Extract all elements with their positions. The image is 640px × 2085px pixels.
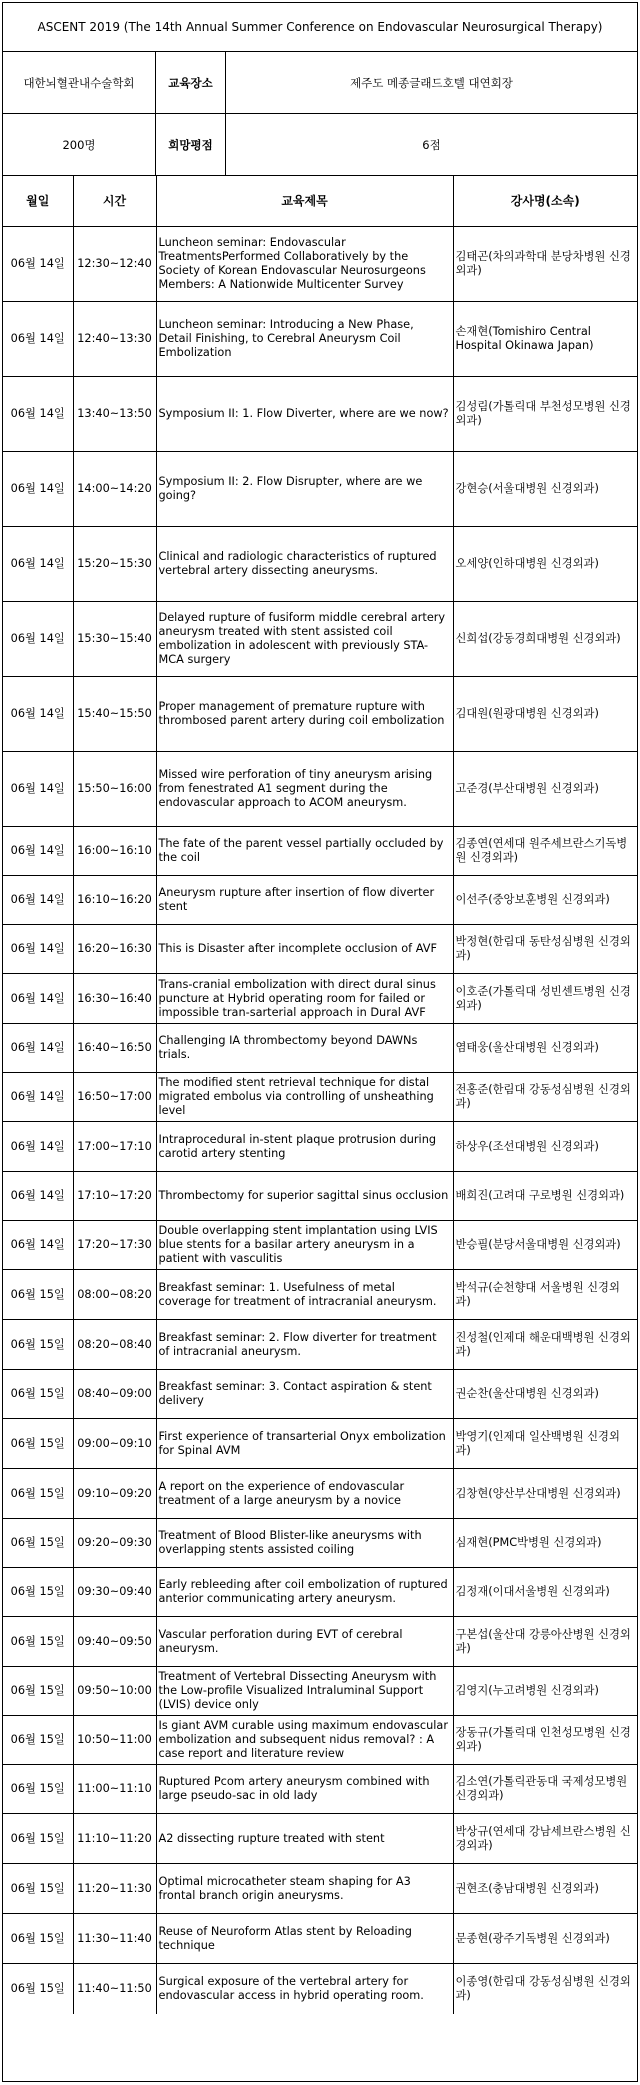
session-speaker: 이호준(가톨릭대 성빈센트병원 신경외과) bbox=[453, 974, 637, 1024]
session-date: 06월 14일 bbox=[3, 1172, 73, 1221]
table-row bbox=[3, 1667, 637, 1716]
capacity: 200명 bbox=[3, 114, 156, 175]
header-date: 월일 bbox=[3, 176, 73, 227]
header-speaker: 강사명(소속) bbox=[453, 176, 637, 227]
session-title: Is giant AVM curable using maximum endovascular embolization and subsequent nidus removal? : A case report and literature review bbox=[156, 1716, 453, 1765]
session-title: Delayed rupture of fusiform middle cerebral artery aneurysm treated with stent assisted coil embolization in adolescent with previously STA-MCA surgery bbox=[156, 602, 453, 677]
session-speaker: 박영기(인제대 일산백병원 신경외과) bbox=[453, 1419, 637, 1469]
session-speaker: 박정현(한림대 동탄성심병원 신경외과) bbox=[453, 925, 637, 974]
session-time: 13:40~13:50 bbox=[73, 377, 156, 452]
session-time: 15:50~16:00 bbox=[73, 752, 156, 827]
session-time: 11:40~11:50 bbox=[73, 1964, 156, 2014]
session-date: 06월 14일 bbox=[3, 925, 73, 974]
session-date: 06월 14일 bbox=[3, 452, 73, 527]
session-time: 16:20~16:30 bbox=[73, 925, 156, 974]
header-time: 시간 bbox=[73, 176, 156, 227]
session-title: Breakfast seminar: 1. Usefulness of metal coverage for treatment of intracranial aneurysm. bbox=[156, 1270, 453, 1320]
session-time: 17:10~17:20 bbox=[73, 1172, 156, 1221]
session-title: Treatment of Blood Blister-like aneurysms with overlapping stents assisted coiling bbox=[156, 1519, 453, 1568]
session-time: 09:40~09:50 bbox=[73, 1617, 156, 1667]
session-date: 06월 15일 bbox=[3, 1469, 73, 1519]
session-title: Early rebleeding after coil embolization of ruptured anterior communicating artery aneurysm. bbox=[156, 1568, 453, 1617]
table-row bbox=[3, 1568, 637, 1617]
session-speaker: 권현조(충남대병원 신경외과) bbox=[453, 1864, 637, 1914]
session-speaker: 문종현(광주기독병원 신경외과) bbox=[453, 1914, 637, 1964]
session-speaker: 강현승(서울대병원 신경외과) bbox=[453, 452, 637, 527]
session-speaker: 박상규(연세대 강남세브란스병원 신경외과) bbox=[453, 1814, 637, 1864]
table-row bbox=[3, 1716, 637, 1765]
rating-label: 희망평점 bbox=[156, 114, 226, 175]
session-speaker: 김창현(양산부산대병원 신경외과) bbox=[453, 1469, 637, 1519]
table-header-row bbox=[3, 176, 637, 227]
table-row bbox=[3, 1765, 637, 1814]
session-time: 16:50~17:00 bbox=[73, 1073, 156, 1122]
session-speaker: 오세양(인하대병원 신경외과) bbox=[453, 527, 637, 602]
session-time: 08:40~09:00 bbox=[73, 1370, 156, 1419]
session-date: 06월 15일 bbox=[3, 1964, 73, 2014]
table-row bbox=[3, 876, 637, 925]
info-row-capacity bbox=[3, 114, 637, 176]
session-date: 06월 15일 bbox=[3, 1765, 73, 1814]
session-title: Luncheon seminar: Introducing a New Phase, Detail Finishing, to Cerebral Aneurysm Coil Embolization bbox=[156, 302, 453, 377]
session-speaker: 구본섭(울산대 강릉아산병원 신경외과) bbox=[453, 1617, 637, 1667]
session-speaker: 김성림(가톨릭대 부천성모병원 신경외과) bbox=[453, 377, 637, 452]
table-row bbox=[3, 1221, 637, 1270]
session-date: 06월 14일 bbox=[3, 302, 73, 377]
table-row bbox=[3, 1320, 637, 1370]
session-time: 09:50~10:00 bbox=[73, 1667, 156, 1716]
session-time: 15:30~15:40 bbox=[73, 602, 156, 677]
session-title: Aneurysm rupture after insertion of flow diverter stent bbox=[156, 876, 453, 925]
session-date: 06월 15일 bbox=[3, 1270, 73, 1320]
session-title: Breakfast seminar: 3. Contact aspiration & stent delivery bbox=[156, 1370, 453, 1419]
session-title: First experience of transarterial Onyx embolization for Spinal AVM bbox=[156, 1419, 453, 1469]
session-time: 10:50~11:00 bbox=[73, 1716, 156, 1765]
session-time: 12:40~13:30 bbox=[73, 302, 156, 377]
session-time: 16:00~16:10 bbox=[73, 827, 156, 876]
session-title: Luncheon seminar: Endovascular TreatmentsPerformed Collaboratively by the Society of Korean Endovascular Neurosurgeons Members: A Nationwide Multicenter Survey bbox=[156, 227, 453, 302]
session-time: 08:00~08:20 bbox=[73, 1270, 156, 1320]
session-time: 17:20~17:30 bbox=[73, 1221, 156, 1270]
session-title: Symposium II: 2. Flow Disrupter, where are we going? bbox=[156, 452, 453, 527]
table-row bbox=[3, 1073, 637, 1122]
session-title: Reuse of Neuroform Atlas stent by Reloading technique bbox=[156, 1914, 453, 1964]
session-title: The modified stent retrieval technique for distal migrated embolus via controlling of unsheathing level bbox=[156, 1073, 453, 1122]
table-row bbox=[3, 1469, 637, 1519]
session-speaker: 김소연(가톨릭관동대 국제성모병원 신경외과) bbox=[453, 1765, 637, 1814]
table-row bbox=[3, 1024, 637, 1073]
table-row bbox=[3, 677, 637, 752]
table-row bbox=[3, 302, 637, 377]
session-date: 06월 14일 bbox=[3, 1221, 73, 1270]
session-title: Clinical and radiologic characteristics of ruptured vertebral artery dissecting aneurysms. bbox=[156, 527, 453, 602]
session-time: 11:30~11:40 bbox=[73, 1914, 156, 1964]
session-title: A2 dissecting rupture treated with stent bbox=[156, 1814, 453, 1864]
session-speaker: 염태웅(울산대병원 신경외과) bbox=[453, 1024, 637, 1073]
schedule-sheet bbox=[2, 2, 638, 2082]
session-date: 06월 14일 bbox=[3, 227, 73, 302]
session-title: Optimal microcatheter steam shaping for A3 frontal branch origin aneurysms. bbox=[156, 1864, 453, 1914]
session-title: Double overlapping stent implantation using LVIS blue stents for a basilar artery aneurysm in a patient with vasculitis bbox=[156, 1221, 453, 1270]
session-date: 06월 15일 bbox=[3, 1568, 73, 1617]
table-row bbox=[3, 1172, 637, 1221]
session-title: Intraprocedural in-stent plaque protrusion during carotid artery stenting bbox=[156, 1122, 453, 1172]
organizer: 대한뇌혈관내수술학회 bbox=[3, 52, 156, 113]
session-time: 11:10~11:20 bbox=[73, 1814, 156, 1864]
session-time: 12:30~12:40 bbox=[73, 227, 156, 302]
session-speaker: 신희섭(강동경희대병원 신경외과) bbox=[453, 602, 637, 677]
session-date: 06월 14일 bbox=[3, 876, 73, 925]
session-speaker: 김대원(원광대병원 신경외과) bbox=[453, 677, 637, 752]
session-date: 06월 15일 bbox=[3, 1370, 73, 1419]
session-title: Proper management of premature rupture with thrombosed parent artery during coil embolization bbox=[156, 677, 453, 752]
table-row bbox=[3, 602, 637, 677]
session-time: 09:20~09:30 bbox=[73, 1519, 156, 1568]
header-topic: 교육제목 bbox=[156, 176, 453, 227]
session-time: 11:20~11:30 bbox=[73, 1864, 156, 1914]
session-date: 06월 15일 bbox=[3, 1814, 73, 1864]
session-speaker: 김종연(연세대 원주세브란스기독병원 신경외과) bbox=[453, 827, 637, 876]
session-speaker: 김정재(이대서울병원 신경외과) bbox=[453, 1568, 637, 1617]
session-speaker: 배희진(고려대 구로병원 신경외과) bbox=[453, 1172, 637, 1221]
session-date: 06월 15일 bbox=[3, 1419, 73, 1469]
session-speaker: 심재현(PMC박병원 신경외과) bbox=[453, 1519, 637, 1568]
session-date: 06월 14일 bbox=[3, 1073, 73, 1122]
session-time: 09:10~09:20 bbox=[73, 1469, 156, 1519]
session-time: 11:00~11:10 bbox=[73, 1765, 156, 1814]
table-row bbox=[3, 1419, 637, 1469]
session-time: 17:00~17:10 bbox=[73, 1122, 156, 1172]
session-speaker: 반승필(분당서울대병원 신경외과) bbox=[453, 1221, 637, 1270]
session-time: 08:20~08:40 bbox=[73, 1320, 156, 1370]
session-speaker: 고준경(부산대병원 신경외과) bbox=[453, 752, 637, 827]
session-date: 06월 15일 bbox=[3, 1667, 73, 1716]
session-speaker: 권순찬(울산대병원 신경외과) bbox=[453, 1370, 637, 1419]
session-title: Surgical exposure of the vertebral artery for endovascular access in hybrid operating room. bbox=[156, 1964, 453, 2014]
session-date: 06월 14일 bbox=[3, 752, 73, 827]
session-speaker: 하상우(조선대병원 신경외과) bbox=[453, 1122, 637, 1172]
table-row bbox=[3, 452, 637, 527]
session-date: 06월 14일 bbox=[3, 827, 73, 876]
session-date: 06월 15일 bbox=[3, 1320, 73, 1370]
table-row bbox=[3, 1814, 637, 1864]
session-date: 06월 15일 bbox=[3, 1519, 73, 1568]
session-date: 06월 14일 bbox=[3, 974, 73, 1024]
session-speaker: 진성철(인제대 해운대백병원 신경외과) bbox=[453, 1320, 637, 1370]
session-title: This is Disaster after incomplete occlusion of AVF bbox=[156, 925, 453, 974]
session-date: 06월 14일 bbox=[3, 377, 73, 452]
session-title: Breakfast seminar: 2. Flow diverter for treatment of intracranial aneurysm. bbox=[156, 1320, 453, 1370]
document-title: ASCENT 2019 (The 14th Annual Summer Conference on Endovascular Neurosurgical Therapy) bbox=[3, 3, 637, 52]
session-title: Missed wire perforation of tiny aneurysm arising from fenestrated A1 segment during the endovascular approach to ACOM aneurysm. bbox=[156, 752, 453, 827]
session-time: 15:40~15:50 bbox=[73, 677, 156, 752]
session-time: 16:40~16:50 bbox=[73, 1024, 156, 1073]
table-row bbox=[3, 1864, 637, 1914]
table-row bbox=[3, 1964, 637, 2014]
table-row bbox=[3, 527, 637, 602]
table-row bbox=[3, 1617, 637, 1667]
session-time: 14:00~14:20 bbox=[73, 452, 156, 527]
table-row bbox=[3, 827, 637, 876]
session-title: Challenging IA thrombectomy beyond DAWNs trials. bbox=[156, 1024, 453, 1073]
schedule-table bbox=[3, 176, 637, 2014]
session-time: 16:30~16:40 bbox=[73, 974, 156, 1024]
table-row bbox=[3, 377, 637, 452]
session-speaker: 이선주(중앙보훈병원 신경외과) bbox=[453, 876, 637, 925]
rating-value: 6점 bbox=[422, 137, 441, 152]
table-row bbox=[3, 752, 637, 827]
session-speaker: 전홍준(한림대 강동성심병원 신경외과) bbox=[453, 1073, 637, 1122]
session-title: Treatment of Vertebral Dissecting Aneurysm with the Low-profile Visualized Intraluminal Support (LVIS) device only bbox=[156, 1667, 453, 1716]
session-title: Vascular perforation during EVT of cerebral aneurysm. bbox=[156, 1617, 453, 1667]
session-speaker: 김영지(누고려병원 신경외과) bbox=[453, 1667, 637, 1716]
session-title: The fate of the parent vessel partially occluded by the coil bbox=[156, 827, 453, 876]
session-speaker: 장동규(가톨릭대 인천성모병원 신경외과) bbox=[453, 1716, 637, 1765]
session-time: 15:20~15:30 bbox=[73, 527, 156, 602]
venue-label: 교육장소 bbox=[156, 52, 226, 113]
session-speaker: 손재현(Tomishiro Central Hospital Okinawa Japan) bbox=[453, 302, 637, 377]
table-row bbox=[3, 1370, 637, 1419]
table-row bbox=[3, 974, 637, 1024]
venue-value: 제주도 메종글래드호텔 대연회장 bbox=[350, 75, 513, 90]
session-time: 09:00~09:10 bbox=[73, 1419, 156, 1469]
session-date: 06월 14일 bbox=[3, 1024, 73, 1073]
session-date: 06월 15일 bbox=[3, 1617, 73, 1667]
session-speaker: 김태곤(차의과학대 분당차병원 신경외과) bbox=[453, 227, 637, 302]
session-title: Ruptured Pcom artery aneurysm combined with large pseudo-sac in old lady bbox=[156, 1765, 453, 1814]
session-date: 06월 15일 bbox=[3, 1716, 73, 1765]
session-speaker: 이종영(한림대 강동성심병원 신경외과) bbox=[453, 1964, 637, 2014]
session-title: Symposium II: 1. Flow Diverter, where are we now? bbox=[156, 377, 453, 452]
session-title: Thrombectomy for superior sagittal sinus occlusion bbox=[156, 1172, 453, 1221]
session-time: 16:10~16:20 bbox=[73, 876, 156, 925]
table-row bbox=[3, 1519, 637, 1568]
session-title: Trans-cranial embolization with direct dural sinus puncture at Hybrid operating room for failed or impossible tran-sarterial approach in Dural AVF bbox=[156, 974, 453, 1024]
table-row bbox=[3, 1122, 637, 1172]
session-date: 06월 14일 bbox=[3, 1122, 73, 1172]
session-time: 09:30~09:40 bbox=[73, 1568, 156, 1617]
session-date: 06월 14일 bbox=[3, 527, 73, 602]
info-row-venue bbox=[3, 52, 637, 114]
table-row bbox=[3, 227, 637, 302]
session-date: 06월 14일 bbox=[3, 677, 73, 752]
session-title: A report on the experience of endovascular treatment of a large aneurysm by a novice bbox=[156, 1469, 453, 1519]
session-date: 06월 15일 bbox=[3, 1864, 73, 1914]
session-date: 06월 15일 bbox=[3, 1914, 73, 1964]
session-date: 06월 14일 bbox=[3, 602, 73, 677]
table-row bbox=[3, 925, 637, 974]
session-speaker: 박석규(순천향대 서울병원 신경외과) bbox=[453, 1270, 637, 1320]
table-row bbox=[3, 1914, 637, 1964]
table-row bbox=[3, 1270, 637, 1320]
